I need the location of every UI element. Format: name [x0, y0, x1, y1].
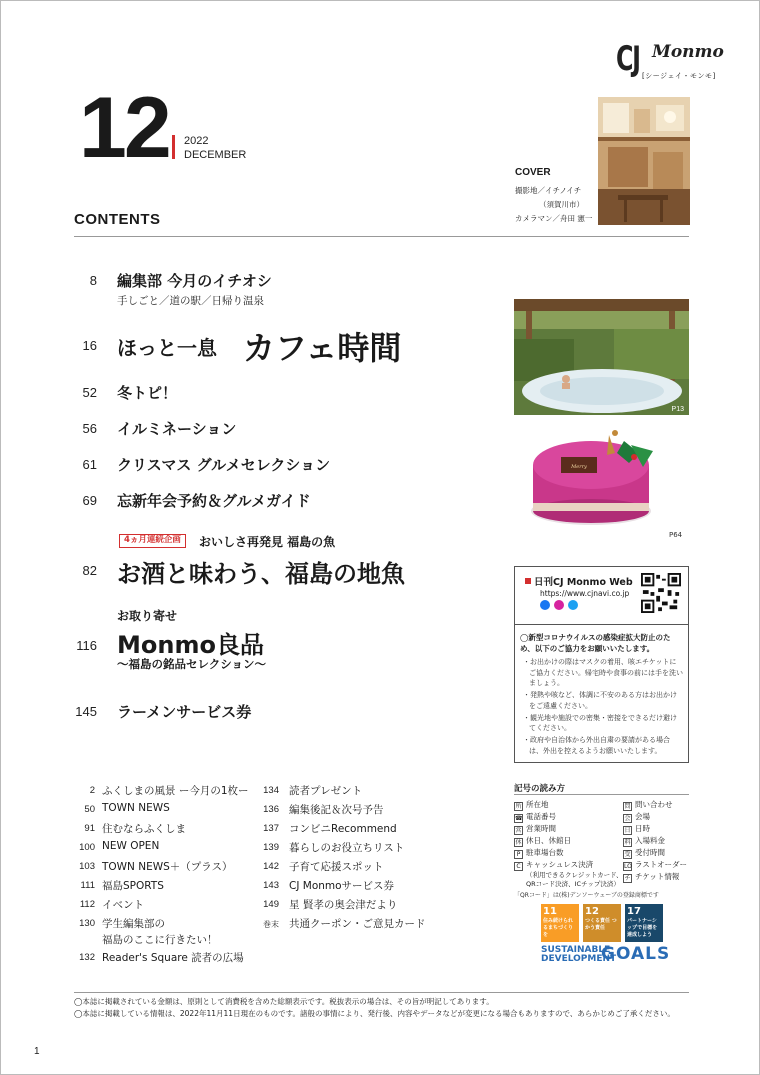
legend-label: ラストオーダー: [635, 860, 688, 869]
sdg-number: 11: [543, 906, 557, 917]
bottom-toc-item[interactable]: 星 賢孝の奥会津だより: [289, 899, 398, 911]
twitter-icon[interactable]: [568, 600, 578, 610]
legend-rule: [514, 794, 689, 795]
toc-title-monmo-ryohin[interactable]: Monmo良品: [117, 631, 264, 659]
toc-title-editors-pick[interactable]: 編集部 今月のイチオシ: [117, 272, 272, 290]
legend-title: 記号の読み方: [514, 784, 566, 794]
web-url[interactable]: https://www.cjnavi.co.jp: [540, 589, 630, 598]
bottom-toc-page: 103: [79, 861, 95, 872]
sdgs-goals: GOALS: [601, 944, 671, 964]
sdgs-development: DEVELOPMENT: [541, 954, 617, 964]
legend-item: [514, 799, 549, 811]
toc-subtitle-monmo-ryohin: 〜福島の銘品セレクション〜: [117, 657, 267, 671]
bottom-toc-item[interactable]: ふくしまの風景 ー今月の1枚ー: [102, 785, 249, 797]
bottom-toc-item[interactable]: 読者プレゼント: [289, 785, 363, 797]
web-title[interactable]: [525, 574, 633, 588]
bottom-toc-item[interactable]: NEW OPEN: [102, 840, 160, 852]
legend-symbol-icon: 日: [624, 827, 631, 834]
toc-page-52: 52: [82, 385, 97, 400]
cover-credit-city: （須賀川市）: [539, 200, 584, 209]
bottom-toc-item-line2[interactable]: 福島のここに行きたい！: [102, 934, 218, 946]
bottom-toc-item[interactable]: 暮らしのお役立ちリスト: [289, 842, 405, 854]
toc-title-winter-topics[interactable]: 冬トピ！: [117, 384, 178, 402]
legend-item: [623, 799, 673, 811]
web-title-marker: [525, 578, 531, 584]
bottom-toc-page: 2: [89, 785, 95, 796]
toc-page-61: 61: [82, 457, 97, 472]
bottom-toc-item[interactable]: Reader's Square 読者の広場: [102, 952, 244, 964]
legend-symbol-icon: 料: [624, 839, 631, 846]
legend-item: [514, 811, 556, 823]
contents-rule: [74, 236, 689, 237]
bottom-toc-page: 139: [263, 842, 279, 853]
toc-title-illumination[interactable]: イルミネーション: [117, 420, 237, 438]
toc-kicker-fish: おいしさ再発見 福島の魚: [199, 535, 336, 549]
qr-trademark-note: 「QRコード」は(株)デンソーウェーブの登録商標です: [514, 892, 659, 899]
cover-credit-photographer: カメラマン／舟田 憲一: [515, 214, 593, 223]
legend-label: チケット情報: [635, 872, 680, 881]
legend-item: [623, 847, 665, 859]
logo-cj: CJ: [616, 39, 640, 79]
toc-page-116: 116: [76, 638, 97, 653]
toc-kicker-order: お取り寄せ: [117, 609, 178, 623]
legend-symbol-icon: 休: [515, 839, 522, 846]
legend-symbol-icon: チ: [624, 875, 631, 882]
toc-page-69: 69: [82, 493, 97, 508]
legend-symbol-icon: 会: [624, 815, 631, 822]
sdg-label: 住み続けられるまちづくりを: [543, 918, 574, 938]
christmas-cake-photo: [529, 423, 669, 533]
legend-symbol-icon: 営: [515, 827, 522, 834]
toc-title-party-guide[interactable]: 忘新年会予約＆グルメガイド: [117, 492, 311, 510]
legend-item: [514, 847, 564, 859]
series-badge: 4ヵ月連続企画: [119, 534, 186, 548]
bottom-toc-page: 91: [84, 823, 95, 834]
onsen-photo: [514, 299, 689, 415]
bottom-toc-page: 134: [263, 785, 279, 796]
bottom-toc-item[interactable]: 子育て応援スポット: [289, 861, 384, 873]
legend-label: 駐車場台数: [526, 848, 564, 857]
footer-rule: [74, 992, 689, 993]
web-separator: [515, 624, 688, 625]
bottom-toc-item[interactable]: 住むならふくしま: [102, 823, 186, 835]
legend-symbol-icon: 問: [624, 803, 631, 810]
issue-year: 2022: [184, 135, 209, 147]
footnote: ◯本誌に掲載されている金額は、原則として消費税を含めた総額表示です。税抜表示の場合は、その旨が明記してあります。: [74, 997, 494, 1006]
bottom-toc-page: 136: [263, 804, 279, 815]
bottom-toc-page: 130: [79, 918, 95, 929]
bottom-toc-page: 巻末: [263, 920, 279, 929]
toc-page-8: 8: [89, 273, 97, 288]
cover-credit-location: 撮影地／イチノイチ: [515, 186, 582, 195]
sdg-tile-17: [625, 904, 663, 942]
bottom-toc-item[interactable]: CJ Monmoサービス券: [289, 880, 395, 892]
footnote: ◯本誌に掲載している情報は、2022年11月11日現在のものです。諸般の事情により、発行後、内容やデータなどが変更になる場合もありますので、あらかじめご了承ください。: [74, 1009, 675, 1018]
legend-note: QRコード決済、ICチップ決済）: [526, 880, 620, 888]
sdg-number: 17: [627, 906, 641, 917]
instagram-icon[interactable]: [554, 600, 564, 610]
notice-lead: ◯新型コロナウイルスの感染症拡大防止のため、以下のご協力をお願いいたします。: [520, 633, 671, 653]
cake-caption: P64: [669, 531, 683, 539]
cj-monmo-logo: [616, 39, 724, 85]
legend-item: [623, 871, 679, 883]
sdg-number: 12: [585, 906, 599, 917]
bottom-toc-page: 132: [79, 952, 95, 963]
legend-symbol-icon: P: [514, 850, 523, 859]
bottom-toc-item[interactable]: 福島SPORTS: [102, 880, 164, 892]
notice-item: ・お出かけの際はマスクの着用、咳エチケットにご協力ください。帰宅時や食事の前には手を洗いましょう。: [523, 658, 683, 687]
legend-symbol-icon: 受: [624, 851, 631, 858]
toc-page-56: 56: [82, 421, 97, 436]
contents-heading: CONTENTS: [74, 211, 161, 228]
bottom-toc-page: 137: [263, 823, 279, 834]
legend-label: 休日、休館日: [526, 836, 571, 845]
toc-title-christmas-gourmet[interactable]: クリスマス グルメセレクション: [117, 456, 331, 474]
legend-label: 営業時間: [526, 824, 556, 833]
legend-symbol-icon: C: [514, 862, 523, 871]
bottom-toc-item[interactable]: 学生編集部の: [102, 918, 165, 930]
legend-item: [514, 823, 556, 835]
toc-page-145: 145: [75, 704, 97, 719]
bottom-toc-item[interactable]: コンビニRecommend: [289, 823, 397, 835]
toc-page-16: 16: [82, 338, 97, 353]
logo-subtitle: [シージェイ・モンモ]: [642, 72, 716, 80]
bottom-toc-page: 142: [263, 861, 279, 872]
legend-symbol-icon: 所: [515, 803, 522, 810]
web-notice-box: [514, 566, 689, 763]
legend-label: 入場料金: [635, 836, 665, 845]
facebook-icon[interactable]: [540, 600, 550, 610]
notice-item: ・政府や自治体から外出自粛の要請がある場合は、外出を控えるようお願いいたします。: [523, 736, 670, 755]
bottom-toc-page: 100: [79, 842, 95, 853]
toc-title-cafe-a[interactable]: ほっと一息: [117, 336, 217, 360]
legend-item: [623, 859, 687, 871]
legend-item: [623, 811, 650, 823]
notice-item: ・観光地や施設での密集・密接をできるだけ避けてください。: [523, 713, 677, 732]
bottom-toc-page: 112: [79, 899, 95, 910]
bottom-toc-page: 111: [80, 880, 95, 891]
sdg-label: パートナーシップで目標を達成しよう: [627, 918, 658, 938]
legend-symbol-icon: ☎: [515, 815, 523, 822]
legend-item: [514, 835, 571, 847]
sdgs-sustainable: SUSTAINABLE: [541, 945, 611, 955]
sdg-label: つくる責任 つかう責任: [585, 918, 617, 931]
legend-item: [623, 835, 665, 847]
qr-code-icon[interactable]: [641, 573, 681, 613]
toc-page-82: 82: [82, 563, 97, 578]
toc-subtitle-editors-pick: 手しごと／道の駅／日帰り温泉: [117, 295, 264, 307]
legend-label: 日時: [635, 824, 650, 833]
legend-label: 問い合わせ: [635, 800, 673, 809]
sns-icons: [540, 600, 578, 610]
legend-note: （利用できるクレジットカード、: [526, 871, 623, 879]
legend-symbol-icon: LO: [624, 863, 632, 870]
issue-number: 12: [79, 80, 169, 176]
sdg-tile-12: [583, 904, 621, 942]
cover-photo: [598, 97, 690, 225]
web-title-text: 日刊CJ Monmo Web: [534, 577, 633, 588]
legend-label: 受付時間: [635, 848, 665, 857]
legend-label: 所在地: [526, 800, 549, 809]
legend-label: キャッシュレス決済: [526, 860, 594, 869]
bottom-toc-item[interactable]: 共通クーポン・ご意見カード: [289, 918, 426, 930]
legend-label: 会場: [635, 812, 650, 821]
svg-text:Merry: Merry: [571, 464, 587, 470]
bottom-toc-page: 143: [263, 880, 279, 891]
bottom-toc-item[interactable]: TOWN NEWS＋（プラス）: [102, 861, 233, 873]
logo-monmo: Monmo: [652, 42, 724, 62]
toc-title-ramen-ticket[interactable]: ラーメンサービス券: [117, 703, 252, 721]
notice-list: [523, 657, 683, 758]
sdg-tile-11: [541, 904, 579, 942]
bottom-toc-item[interactable]: イベント: [102, 899, 144, 911]
page-folio: 1: [34, 1046, 40, 1057]
legend-item: [623, 823, 650, 835]
notice-item: ・発熱や咳など、体調に不安のある方はお出かけをご遠慮ください。: [523, 691, 677, 710]
bottom-toc-item[interactable]: TOWN NEWS: [102, 802, 170, 814]
onsen-caption: P13: [671, 406, 684, 413]
cover-label: COVER: [515, 167, 551, 178]
issue-month: DECEMBER: [184, 149, 247, 161]
legend-label: 電話番号: [526, 812, 556, 821]
bottom-toc-page: 149: [263, 899, 279, 910]
toc-title-local-fish[interactable]: お酒と味わう、福島の地魚: [117, 560, 405, 588]
issue-divider: [172, 135, 175, 159]
bottom-toc-page: 50: [84, 804, 95, 815]
toc-title-cafe-b[interactable]: カフェ時間: [243, 329, 402, 367]
bottom-toc-item[interactable]: 編集後記＆次号予告: [289, 804, 384, 816]
